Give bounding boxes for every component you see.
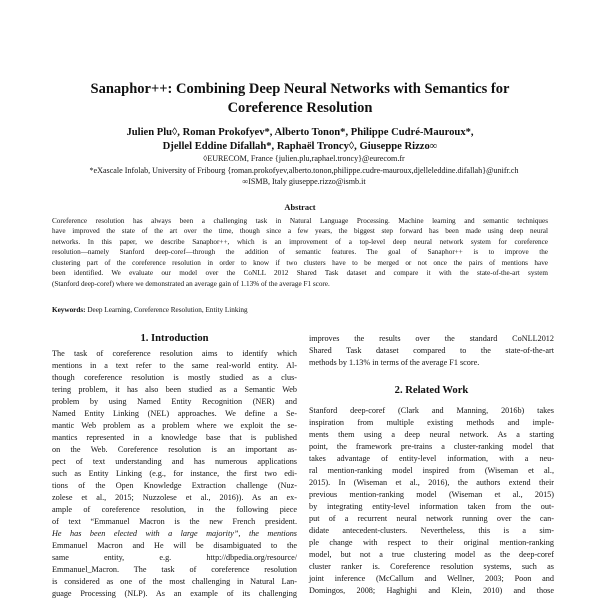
body-line: put of a recurrent neural network running over the can- — [309, 514, 554, 523]
body-line: point, the framework pre-trains a cluster-ranking model that — [309, 442, 554, 451]
body-line: takes advantage of entity-level information, with a neu- — [309, 454, 554, 463]
body-line: same entity, e.g. http://dbpedia.org/resource/ — [52, 553, 297, 562]
abstract-line: resolution—namely Stanford deep-coref—through the addition of semantic features. The goal of Sanaphor++ is to improve the — [52, 248, 548, 257]
body-line: 2015). In (Wiseman et al., 2016), the authors extend their — [309, 478, 554, 487]
body-line: zolese et al., 2015; Nuzzolese et al., 2016)). As an ex- — [52, 493, 297, 502]
body-line: Emmanuel_Macron. The task of coreference resolution — [52, 565, 297, 574]
body-line: inspiration from multiple existing methods and imple- — [309, 418, 554, 427]
authors-line: Julien Plu◊, Roman Prokofyev*, Alberto Tonon*, Philippe Cudré-Mauroux*, — [126, 127, 474, 138]
body-line: such as Entity Linking (e.g., for instance, the first two edi- — [52, 469, 297, 478]
body-line: previous mention-ranking model (Wiseman et al., 2015) — [309, 490, 554, 499]
body-line: improves the results over the standard CoNLL2012 — [309, 334, 554, 343]
author-list — [40, 126, 560, 154]
title-line: Sanaphor++: Combining Deep Neural Networks with Semantics for — [90, 81, 510, 97]
body-line: on the Web. Coreference resolution is an important as- — [52, 445, 297, 454]
body-line: cluster ranker is. Coreference resolution systems, such as — [309, 562, 554, 571]
body-line: ple change with respect to their original mention-ranking — [309, 538, 554, 547]
affiliations — [20, 153, 588, 188]
body-line: mantics represented in a knowledge base that is published — [52, 433, 297, 442]
authors-line: Djellel Eddine Difallah*, Raphaël Troncy◊, Giuseppe Rizzo∞ — [162, 141, 438, 152]
paper-title — [60, 80, 540, 118]
introduction-body — [52, 348, 297, 600]
affiliation-line: ◊EURECOM, France {julien.plu,raphael.troncy}@eurecom.fr — [203, 154, 405, 163]
introduction-continued — [309, 333, 554, 369]
body-line: by integrating entity-level information taken from the out- — [309, 502, 554, 511]
body-line: Named Entity Linking (NEL) approaches. We define a Se- — [52, 409, 297, 418]
body-line: He has been elected with a large majority”, the mentions — [52, 529, 297, 538]
body-line: ral mention-ranking model inspired from (Wiseman et al., — [309, 466, 554, 475]
keywords — [52, 305, 548, 315]
body-line: Stanford deep-coref (Clark and Manning, 2016b) takes — [309, 406, 554, 415]
body-line: pect of text understanding and has numerous applications — [52, 457, 297, 466]
body-line: mentions in a text refer to the same real-world entity. Al- — [52, 361, 297, 370]
body-line: Domingos, 2008; Haghighi and Klein, 2010) and those — [309, 586, 554, 595]
body-line: of text “Emmanuel Macron is the new French president. — [52, 517, 297, 526]
abstract-line: been identified. We evaluate our model over the CoNLL 2012 Shared Task dataset and compare it with the state-of-the-art system — [52, 269, 548, 278]
body-line: though coreference resolution is mostly studied as a clus- — [52, 373, 297, 382]
keywords-text: Deep Learning, Coreference Resolution, Entity Linking — [87, 306, 248, 314]
title-line: Coreference Resolution — [227, 100, 373, 116]
body-line: Emmanuel Macron and He will be disambiguated to the — [52, 541, 297, 550]
abstract-line: Coreference resolution has always been a challenging task in Natural Language Processing. Machine learning and semantic techniques — [52, 217, 548, 225]
affiliation-line: ∞ISMB, Italy giuseppe.rizzo@ismb.it — [242, 177, 366, 187]
body-line: is considered as one of the most challenging in Natural Lan- — [52, 577, 297, 586]
body-line: tering problem, it has also been studied as a Semantic Web — [52, 385, 297, 394]
body-line: guage Processing (NLP). As an example of its challenging — [52, 589, 297, 598]
body-line: tions of the Open Knowledge Extraction challenge (Nuz- — [52, 481, 297, 490]
affiliation-line: *eXascale Infolab, University of Fribourg {roman.prokofyev,alberto.tonon,philippe.cudre-mauroux,djelleleddine.difallah}@unifr.ch — [89, 165, 519, 175]
keywords-label: Keywords: — [52, 306, 86, 314]
body-line: didate antecedent-clusters. Nevertheless, this is a sim- — [309, 526, 554, 535]
abstract-body — [52, 216, 548, 289]
body-line: ample of coreference resolution, in the following piece — [52, 505, 297, 514]
section-heading-related-work: 2. Related Work — [394, 385, 469, 396]
body-line: problem by using Named Entity Recognition (NER) and — [52, 397, 297, 406]
section-heading-introduction: 1. Introduction — [140, 333, 209, 344]
abstract-line: clustering part of the coreference resolution in order to know if two clusters have to be merged or not once the pairs of mentions have — [52, 258, 548, 267]
body-line: The task of coreference resolution aims to identify which — [52, 349, 297, 358]
abstract-line: have improved the state of the art over the time, though since a few years, the biggest step forward has been made using deep neural — [52, 227, 548, 236]
body-line: Shared Task dataset compared to the state-of-the-art — [309, 346, 554, 355]
abstract-heading: Abstract — [284, 203, 316, 212]
body-line: joint inference (McCallum and Wellner, 2003; Poon and — [309, 574, 554, 583]
abstract-line: networks. In this paper, we describe Sanaphor++, which is an improvement of a top-level deep neural network system for coreference — [52, 237, 548, 246]
related-work-body — [309, 405, 554, 597]
body-line: ments them using a deep neural network. As a starting — [309, 430, 554, 439]
body-line: model, but not a true clustering model as the deep-coref — [309, 550, 554, 559]
body-line: mantic Web problem as a problem where we exploit the se- — [52, 421, 297, 430]
abstract-line: (Stanford deep-coref) where we demonstrated an average gain of 1.13% of the average F1 score. — [52, 279, 330, 288]
body-line: methods by 1.13% in terms of the average F1 score. — [309, 358, 480, 367]
